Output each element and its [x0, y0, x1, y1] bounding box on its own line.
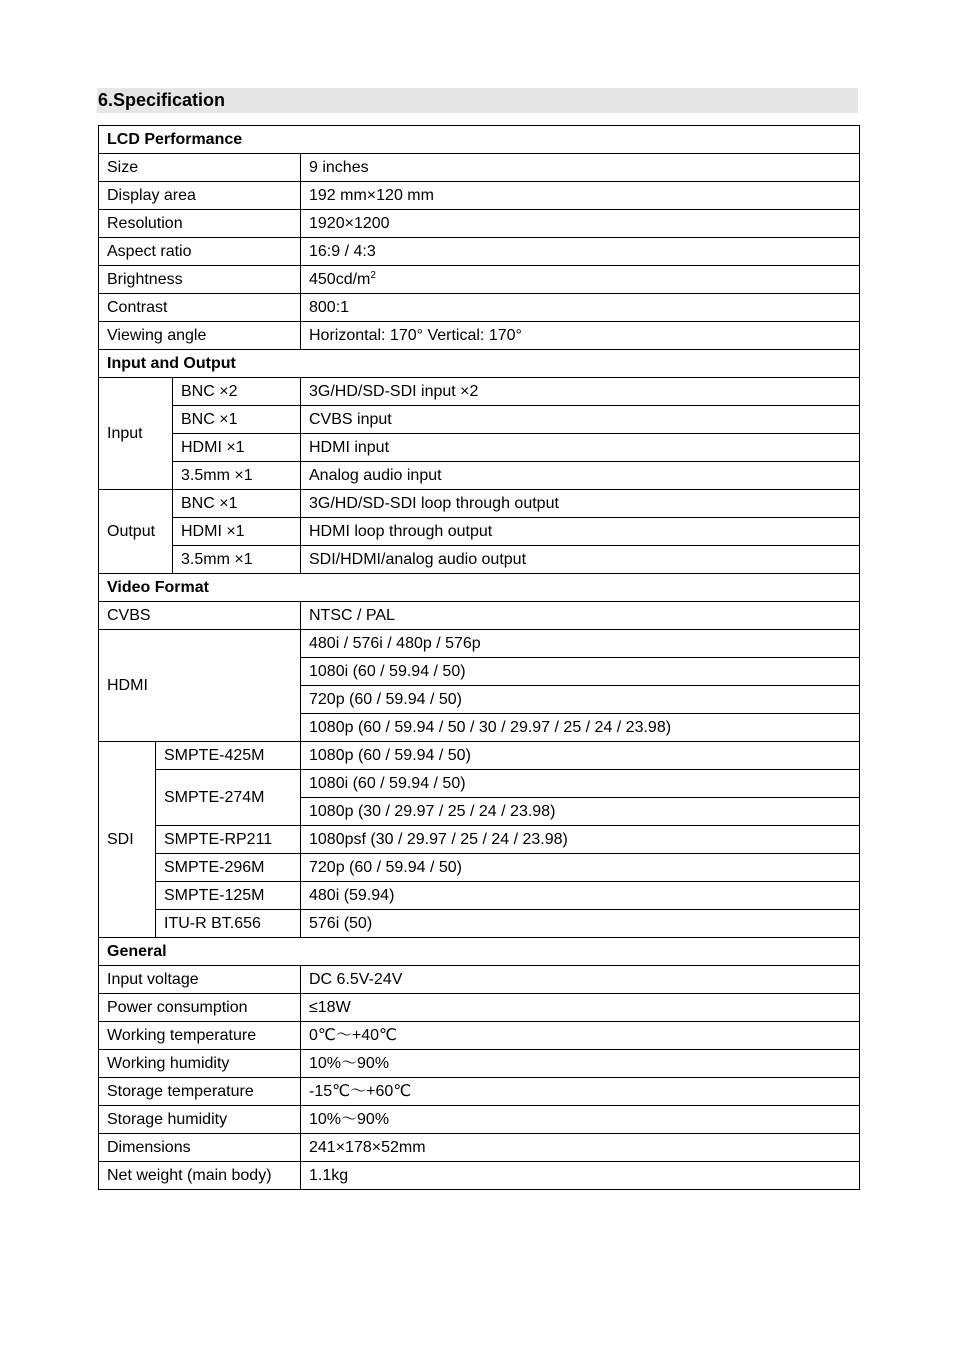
spec-label: Resolution [99, 210, 301, 238]
section-title-lcd: LCD Performance [99, 126, 860, 154]
hdmi-format-value: 720p (60 / 59.94 / 50) [301, 686, 860, 714]
port-label: HDMI ×1 [173, 434, 301, 462]
sdi-format-label: SDI [99, 742, 156, 938]
spec-value: 1.1kg [301, 1162, 860, 1190]
spec-label: Brightness [99, 266, 301, 294]
port-label: BNC ×1 [173, 490, 301, 518]
sdi-standard: SMPTE-274M [156, 770, 301, 826]
port-value: HDMI loop through output [301, 518, 860, 546]
section-title-general: General [99, 938, 860, 966]
spec-label: Size [99, 154, 301, 182]
spec-value: 192 mm×120 mm [301, 182, 860, 210]
port-value: 3G/HD/SD-SDI loop through output [301, 490, 860, 518]
spec-label: Working humidity [99, 1050, 301, 1078]
spec-value: 16:9 / 4:3 [301, 238, 860, 266]
spec-value: 800:1 [301, 294, 860, 322]
spec-label: Storage temperature [99, 1078, 301, 1106]
sdi-value: 1080p (30 / 29.97 / 25 / 24 / 23.98) [301, 798, 860, 826]
spec-label: Dimensions [99, 1134, 301, 1162]
spec-label: Input voltage [99, 966, 301, 994]
spec-label: Storage humidity [99, 1106, 301, 1134]
spec-label: Net weight (main body) [99, 1162, 301, 1190]
hdmi-format-value: 1080p (60 / 59.94 / 50 / 30 / 29.97 / 25 / 24 / 23.98) [301, 714, 860, 742]
port-label: BNC ×1 [173, 406, 301, 434]
spec-label: Contrast [99, 294, 301, 322]
spec-value: 10%～90% [301, 1050, 860, 1078]
cvbs-label: CVBS [99, 602, 301, 630]
section-title-io: Input and Output [99, 350, 860, 378]
sdi-standard: SMPTE-425M [156, 742, 301, 770]
sdi-value: 480i (59.94) [301, 882, 860, 910]
hdmi-format-value: 480i / 576i / 480p / 576p [301, 630, 860, 658]
brightness-value: 450cd/m [309, 270, 371, 288]
sdi-standard: ITU-R BT.656 [156, 910, 301, 938]
sdi-value: 1080i (60 / 59.94 / 50) [301, 770, 860, 798]
spec-value: 241×178×52mm [301, 1134, 860, 1162]
sdi-value: 720p (60 / 59.94 / 50) [301, 854, 860, 882]
sdi-standard: SMPTE-296M [156, 854, 301, 882]
spec-value: 1920×1200 [301, 210, 860, 238]
spec-value: 10%～90% [301, 1106, 860, 1134]
spec-value: DC 6.5V-24V [301, 966, 860, 994]
port-value: Analog audio input [301, 462, 860, 490]
spec-label: Display area [99, 182, 301, 210]
spec-value: Horizontal: 170° Vertical: 170° [301, 322, 860, 350]
port-label: 3.5mm ×1 [173, 462, 301, 490]
output-group-label: Output [99, 490, 173, 574]
specification-table [98, 125, 860, 1190]
section-heading: 6.Specification [97, 88, 858, 113]
hdmi-format-label: HDMI [99, 630, 301, 742]
cvbs-value: NTSC / PAL [301, 602, 860, 630]
spec-value: -15℃～+60℃ [301, 1078, 860, 1106]
port-value: HDMI input [301, 434, 860, 462]
port-label: HDMI ×1 [173, 518, 301, 546]
input-group-label: Input [99, 378, 173, 490]
superscript-exponent: 2 [370, 269, 376, 281]
sdi-value: 1080psf (30 / 29.97 / 25 / 24 / 23.98) [301, 826, 860, 854]
spec-value: 0℃～+40℃ [301, 1022, 860, 1050]
spec-value: ≤18W [301, 994, 860, 1022]
sdi-standard: SMPTE-RP211 [156, 826, 301, 854]
port-label: 3.5mm ×1 [173, 546, 301, 574]
port-value: CVBS input [301, 406, 860, 434]
sdi-standard: SMPTE-125M [156, 882, 301, 910]
spec-label: Aspect ratio [99, 238, 301, 266]
port-label: BNC ×2 [173, 378, 301, 406]
spec-value-brightness [301, 266, 860, 294]
spec-label: Power consumption [99, 994, 301, 1022]
port-value: SDI/HDMI/analog audio output [301, 546, 860, 574]
spec-value: 9 inches [301, 154, 860, 182]
port-value: 3G/HD/SD-SDI input ×2 [301, 378, 860, 406]
sdi-value: 576i (50) [301, 910, 860, 938]
sdi-value: 1080p (60 / 59.94 / 50) [301, 742, 860, 770]
section-title-video: Video Format [99, 574, 860, 602]
hdmi-format-value: 1080i (60 / 59.94 / 50) [301, 658, 860, 686]
spec-label: Viewing angle [99, 322, 301, 350]
spec-label: Working temperature [99, 1022, 301, 1050]
